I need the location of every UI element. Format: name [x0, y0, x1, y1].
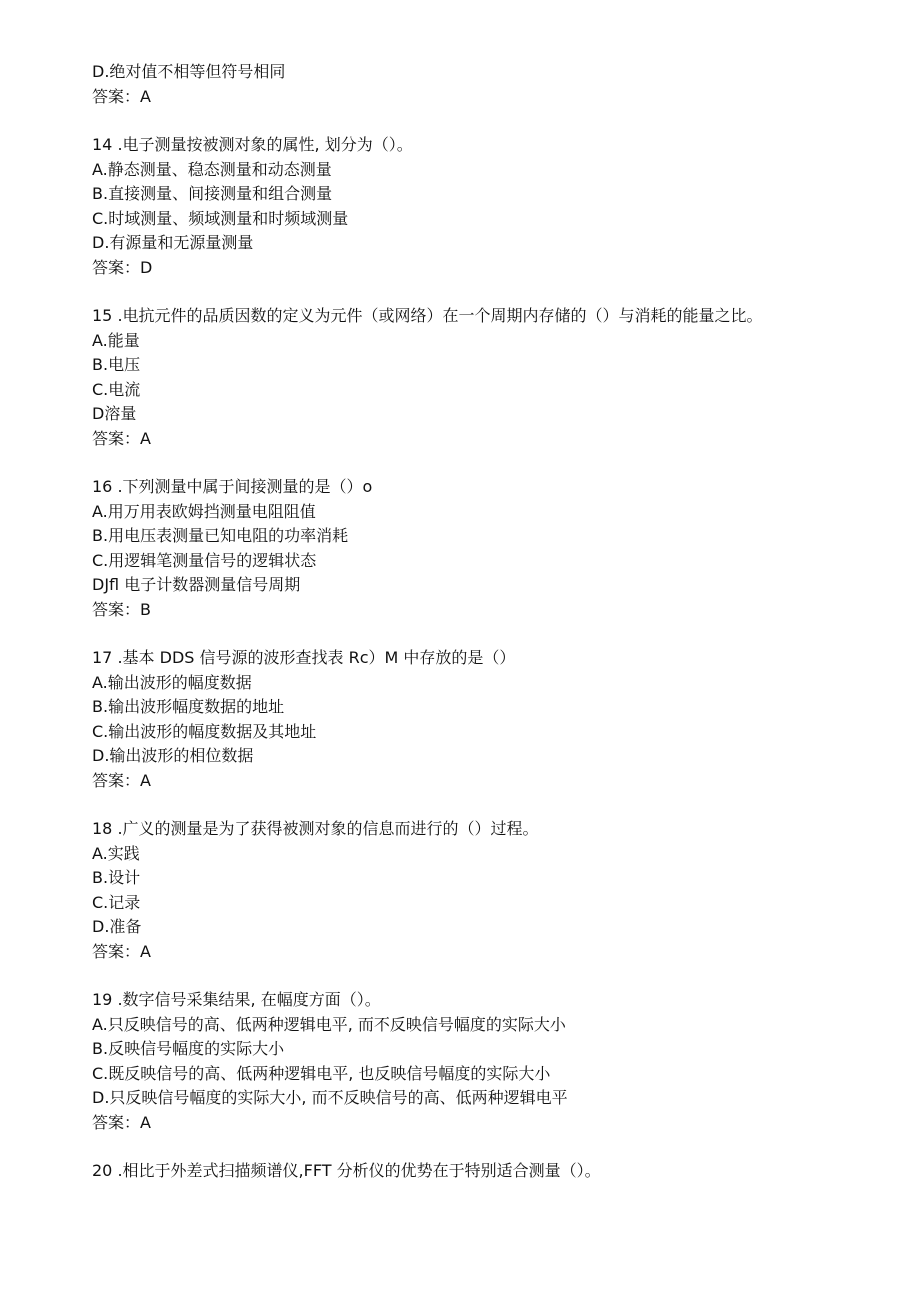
option-d: DJfl 电子计数器测量信号周期	[92, 575, 301, 594]
option-a: A.实践	[92, 843, 140, 863]
question-13-tail	[92, 60, 852, 109]
option-d: D溶量	[92, 404, 137, 423]
option-b: B.直接测量、间接测量和组合测量	[92, 184, 333, 203]
option-b: B.输出波形幅度数据的地址	[92, 697, 285, 716]
option-d: D.只反映信号幅度的实际大小, 而不反映信号的高、低两种逻辑电平	[92, 1088, 568, 1107]
answer: 答案：A	[92, 86, 151, 106]
option-b: B.设计	[92, 868, 141, 887]
answer: 答案：A	[92, 941, 151, 961]
option-b: B.用电压表测量已知电阻的功率消耗	[92, 526, 349, 545]
answer: 答案：B	[92, 599, 151, 619]
question-19	[92, 988, 852, 1135]
question-18	[92, 817, 852, 964]
question-title: 20 .相比于外差式扫描频谱仪,FFT 分析仪的优势在于特别适合测量（）。	[92, 1161, 601, 1180]
question-title: 16 .下列测量中属于间接测量的是（）o	[92, 477, 373, 496]
option-c: C.既反映信号的高、低两种逻辑电平, 也反映信号幅度的实际大小	[92, 1063, 551, 1083]
option-c: C.电流	[92, 379, 141, 399]
question-title: 17 .基本 DDS 信号源的波形查找表 Rc）M 中存放的是（）	[92, 648, 516, 667]
option-a: A.用万用表欧姆挡测量电阻阻值	[92, 501, 316, 521]
option-a: A.输出波形的幅度数据	[92, 672, 252, 692]
question-16	[92, 475, 852, 622]
question-title: 19 .数字信号采集结果, 在幅度方面（）。	[92, 990, 381, 1009]
option-a: A.只反映信号的高、低两种逻辑电平, 而不反映信号幅度的实际大小	[92, 1014, 566, 1034]
option-d: D.输出波形的相位数据	[92, 746, 254, 765]
answer: 答案：A	[92, 1112, 151, 1132]
question-20	[92, 1159, 852, 1184]
option-a: A.静态测量、稳态测量和动态测量	[92, 159, 332, 179]
question-title: 14 .电子测量按被测对象的属性, 划分为（）。	[92, 135, 413, 154]
document-page	[92, 60, 852, 1184]
question-15	[92, 304, 852, 451]
option-b: B.电压	[92, 355, 141, 374]
option-c: C.用逻辑笔测量信号的逻辑状态	[92, 550, 317, 570]
answer: 答案：D	[92, 257, 153, 277]
option-d: D.绝对值不相等但符号相同	[92, 62, 286, 81]
option-d: D.有源量和无源量测量	[92, 233, 254, 252]
option-d: D.准备	[92, 917, 142, 936]
question-title: 15 .电抗元件的品质因数的定义为元件（或网络）在一个周期内存储的（）与消耗的能量之比。	[92, 306, 763, 325]
question-title: 18 .广义的测量是为了获得被测对象的信息而进行的（）过程。	[92, 819, 539, 838]
answer: 答案：A	[92, 770, 151, 790]
option-b: B.反映信号幅度的实际大小	[92, 1039, 285, 1058]
option-c: C.记录	[92, 892, 141, 912]
option-c: C.时域测量、频域测量和时频域测量	[92, 208, 349, 228]
question-17	[92, 646, 852, 793]
answer: 答案：A	[92, 428, 151, 448]
question-14	[92, 133, 852, 280]
option-c: C.输出波形的幅度数据及其地址	[92, 721, 317, 741]
option-a: A.能量	[92, 330, 140, 350]
